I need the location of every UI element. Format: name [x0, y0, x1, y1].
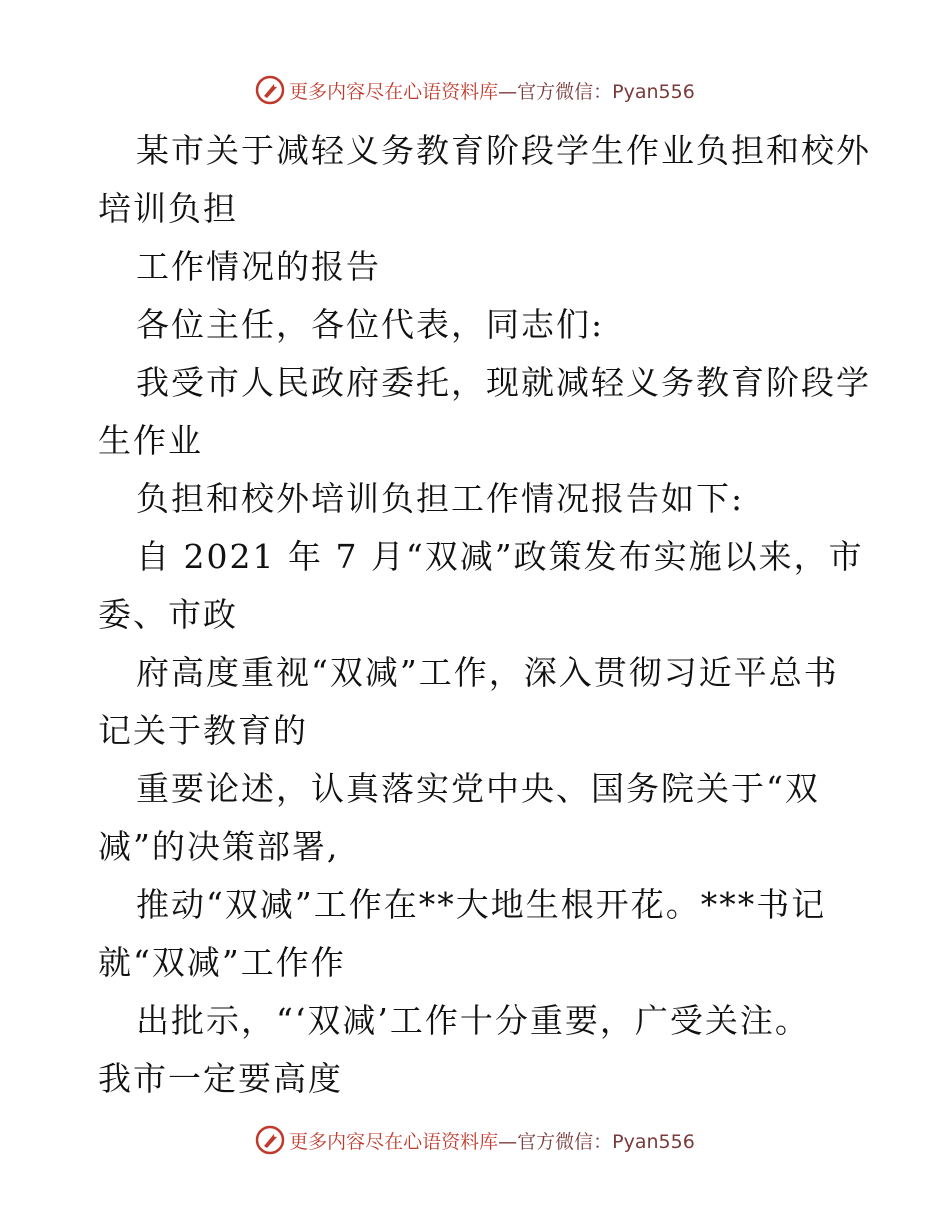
document-line: 各位主任，各位代表，同志们:: [136, 305, 605, 344]
document-line: 记关于教育的: [98, 711, 308, 750]
document-line: 自 2021 年 7 月“双减”政策发布实施以来，市: [136, 537, 864, 576]
pen-nib-logo-icon: [255, 75, 285, 105]
document-line: 重要论述，认真落实党中央、国务院关于“双: [136, 769, 820, 808]
document-line: 负担和校外培训负担工作情况报告如下:: [136, 479, 745, 518]
header-watermark: [0, 70, 950, 110]
document-line: 生作业: [98, 421, 203, 460]
watermark-brand: 更多内容尽在心语资料库: [289, 1130, 499, 1153]
document-line: 减”的决策部署,: [98, 827, 340, 866]
document-line: 就“双减”工作作: [98, 943, 346, 982]
footer-watermark: [0, 1120, 950, 1160]
document-line: 推动“双减”工作在**大地生根开花。***书记: [136, 885, 827, 924]
document-line: 工作情况的报告: [136, 247, 381, 286]
document-line: 培训负担: [98, 189, 238, 228]
document-line: 出批示，“‘双减’工作十分重要，广受关注。: [136, 1001, 810, 1040]
document-line: 我市一定要高度: [98, 1059, 343, 1098]
document-body: [98, 122, 871, 1108]
watermark-contact: —官方微信：Pyan556: [498, 1130, 695, 1153]
pen-nib-logo-icon: [255, 1125, 285, 1155]
watermark-contact: —官方微信：Pyan556: [498, 80, 695, 103]
document-line: 某市关于减轻义务教育阶段学生作业负担和校外: [136, 131, 871, 170]
document-line: 委、市政: [98, 595, 238, 634]
document-line: 府高度重视“双减”工作，深入贯彻习近平总书: [136, 653, 839, 692]
watermark-brand: 更多内容尽在心语资料库: [289, 80, 499, 103]
document-line: 我受市人民政府委托，现就减轻义务教育阶段学: [136, 363, 871, 402]
watermark-text: [289, 77, 695, 104]
watermark-text: [289, 1127, 695, 1154]
